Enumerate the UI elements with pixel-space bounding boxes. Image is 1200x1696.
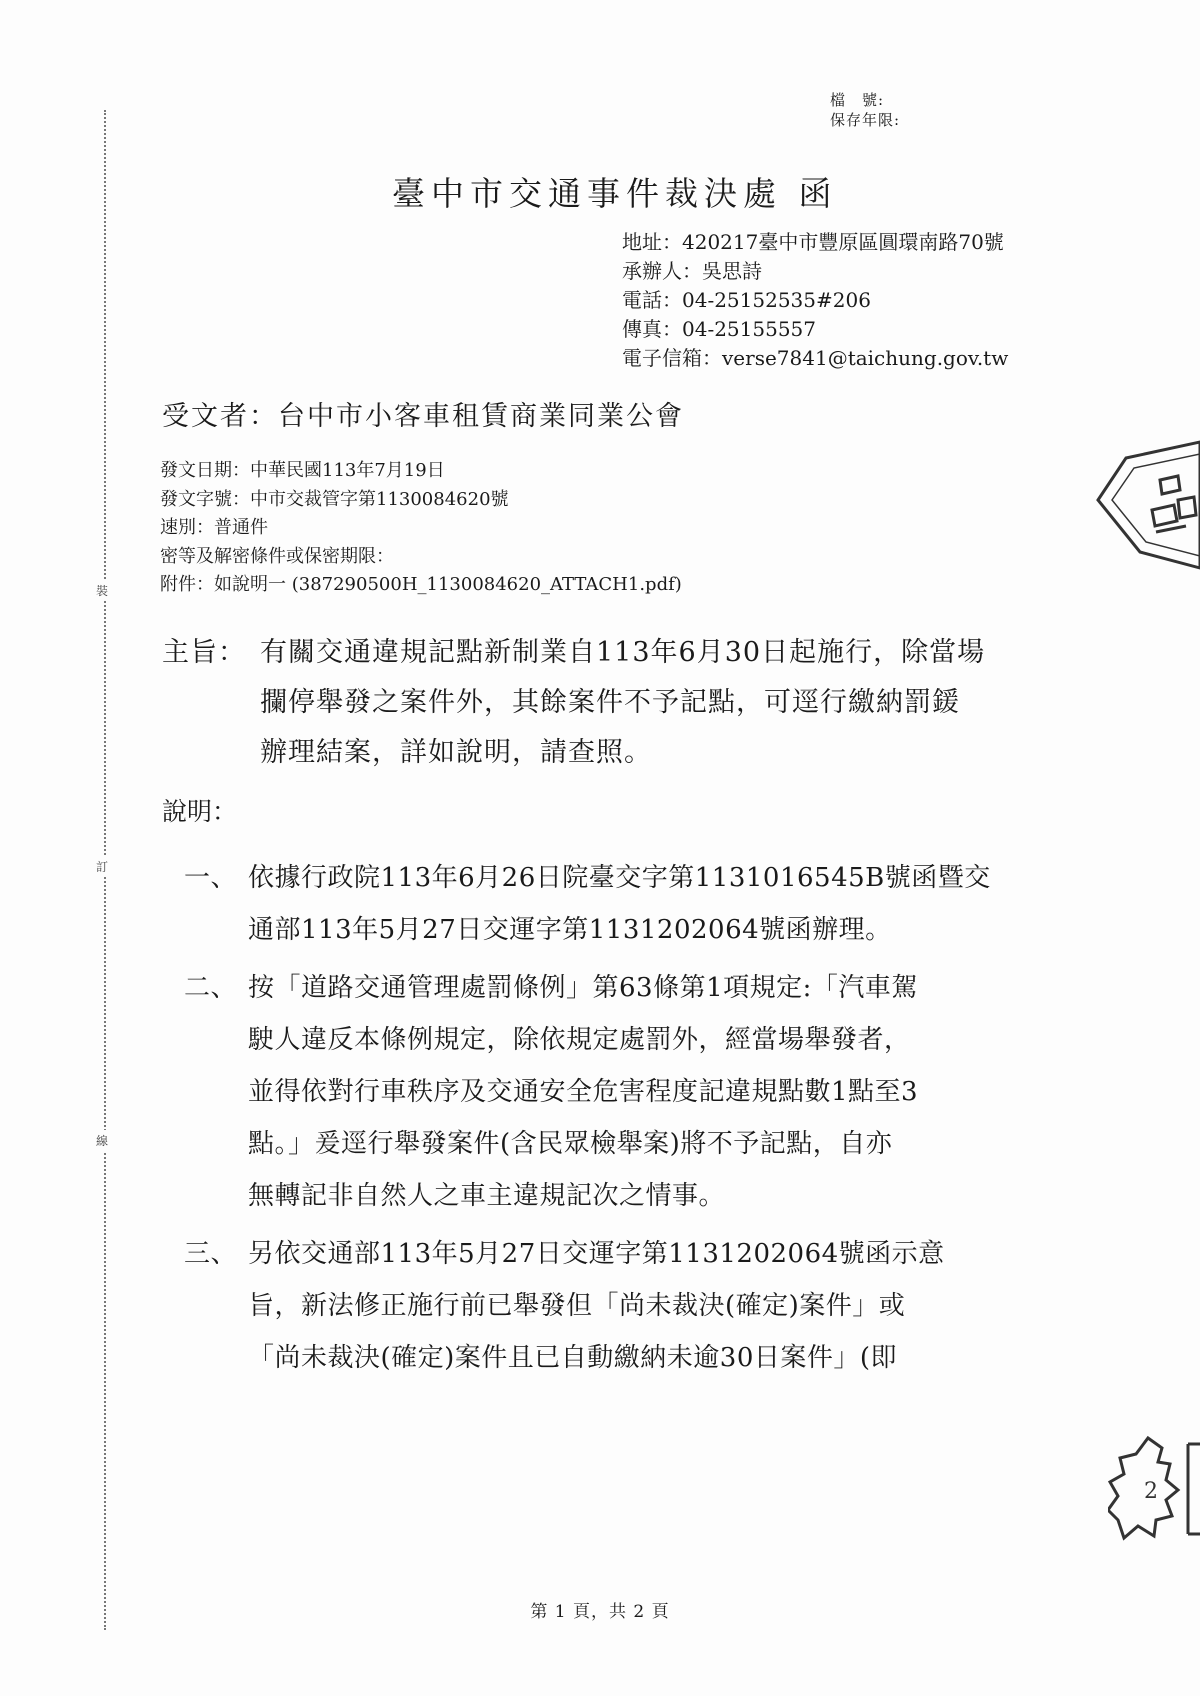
handler: 承辦人：吳思詩 <box>622 259 762 283</box>
item-line: 另依交通部113年5月27日交運字第1131202064號函示意 <box>248 1239 945 1269</box>
item-line: 無轉記非自然人之車主違規記次之情事。 <box>248 1181 726 1211</box>
subject-line-3: 辦理結案，詳如說明，請查照。 <box>260 737 652 768</box>
item-line: 通部113年5月27日交運字第1131202064號函辦理。 <box>248 915 892 945</box>
item-line: 並得依對行車秩序及交通安全危害程度記違規點數1點至3 <box>248 1077 919 1107</box>
binding-mark-bottom: 線 <box>96 1130 108 1151</box>
attachment: 附件：如說明一 (387290500H_1130084620_ATTACH1.pdf) <box>160 574 682 595</box>
issue-date: 發文日期：中華民國113年7月19日 <box>160 460 445 481</box>
item-number: 三、 <box>184 1239 238 1269</box>
document-number: 發文字號：中市交裁管字第1130084620號 <box>160 488 509 510</box>
address: 地址：420217臺中市豐原區圓環南路70號 <box>622 230 1004 254</box>
explanation-item-1 <box>184 852 991 956</box>
item-number: 二、 <box>184 973 238 1003</box>
file-number-label: 檔 號: <box>830 91 885 109</box>
subject-section <box>162 628 985 778</box>
document-title: 臺中市交通事件裁決處 函 <box>392 174 838 213</box>
subject-line-2: 攔停舉發之案件外，其餘案件不予記點，可逕行繳納罰鍰 <box>260 687 960 718</box>
meta-block <box>160 457 682 600</box>
explanation-item-3 <box>184 1228 991 1384</box>
fax: 傳真：04-25155557 <box>622 317 817 341</box>
binding-mark-top: 裝 <box>96 580 108 601</box>
retention-label: 保存年限: <box>830 111 901 129</box>
file-info <box>830 90 900 130</box>
explanation-items <box>184 852 991 1384</box>
item-line: 「尚未裁決(確定)案件且已自動繳納未逾30日案件」(即 <box>248 1343 898 1373</box>
secrecy-level: 密等及解密條件或保密期限： <box>160 545 394 567</box>
delivery-speed: 速別：普通件 <box>160 517 268 538</box>
explanation-item-2 <box>184 962 991 1222</box>
contact-block <box>622 228 1008 373</box>
phone: 電話：04-25152535#206 <box>622 288 871 312</box>
item-number: 一、 <box>184 863 238 893</box>
binding-mark-middle: 訂 <box>96 856 108 877</box>
email: 電子信箱：verse7841@taichung.gov.tw <box>622 346 1009 370</box>
received-stamp-icon <box>1090 440 1200 570</box>
subject-line-1: 有關交通違規記點新制業自113年6月30日起施行，除當場 <box>260 637 986 668</box>
item-line: 按「道路交通管理處罰條例」第63條第1項規定:「汽車駕 <box>248 973 918 1003</box>
item-line: 點。」爰逕行舉發案件(含民眾檢舉案)將不予記點，自亦 <box>248 1129 893 1159</box>
subject-label: 主旨： <box>162 637 246 668</box>
recipient: 受文者：台中市小客車租賃商業同業公會 <box>162 401 684 432</box>
page-seal-icon <box>1108 1434 1200 1544</box>
item-line: 旨，新法修正施行前已舉發但「尚未裁決(確定)案件」或 <box>248 1291 906 1321</box>
seal-number: 2 <box>1144 1479 1158 1504</box>
item-line: 駛人違反本條例規定，除依規定處罰外，經當場舉發者， <box>248 1025 911 1055</box>
page-footer: 第 1 頁，共 2 頁 <box>530 1602 670 1622</box>
item-line: 依據行政院113年6月26日院臺交字第1131016545B號函暨交 <box>248 863 991 893</box>
explanation-label: 說明： <box>162 797 238 826</box>
